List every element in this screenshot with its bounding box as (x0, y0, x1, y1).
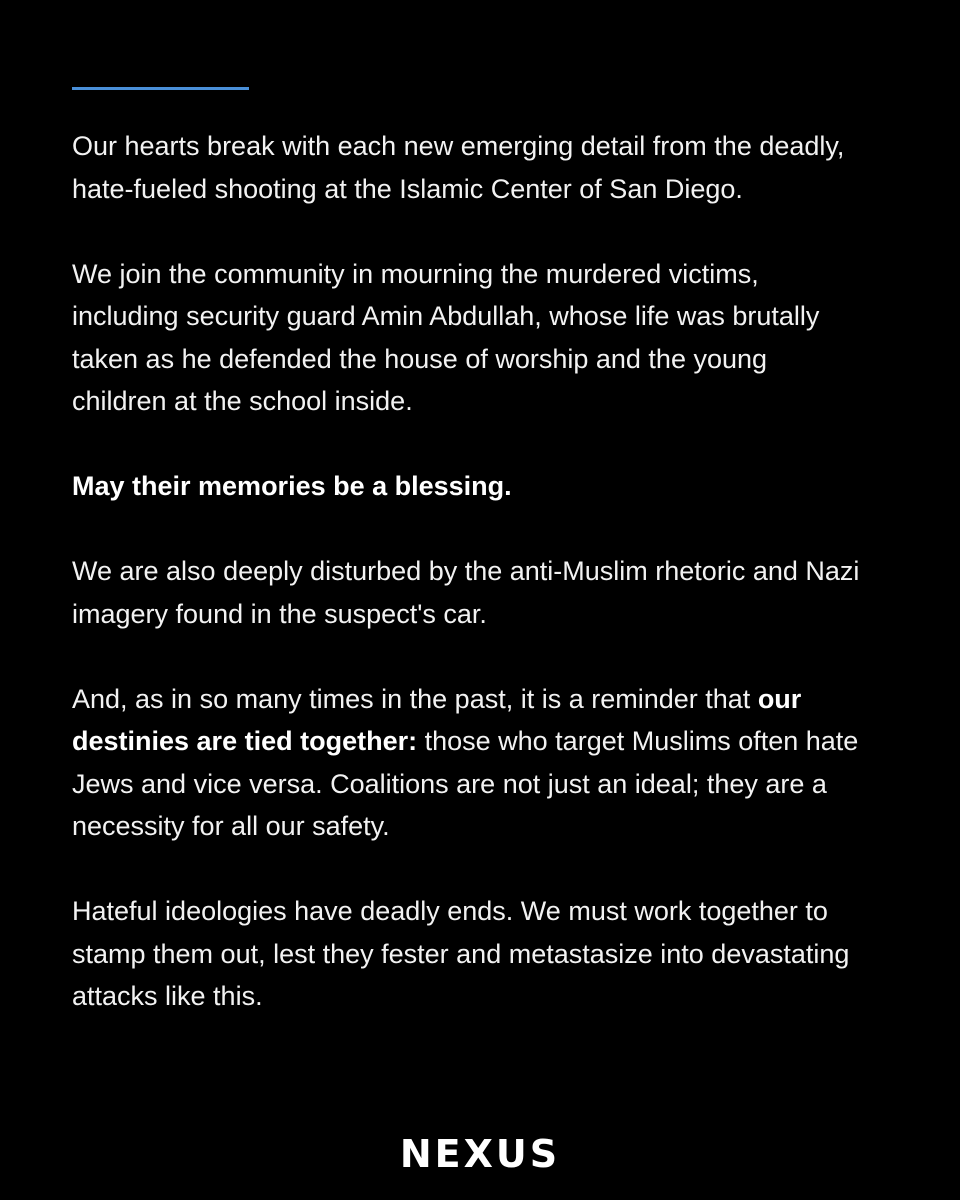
reminder-intro-text: And, as in so many times in the past, it is a reminder that (72, 683, 758, 714)
logo-wordmark: NEXUS (399, 1132, 561, 1176)
paragraph-condolence: Our hearts break with each new emerging detail from the deadly, hate-fueled shooting at the Islamic Center of San Diego. (72, 131, 845, 204)
paragraph-call-to-action: Hateful ideologies have deadly ends. We must work together to stamp them out, lest they fester and metastasize into devastating attacks like this. (72, 896, 850, 1011)
reminder-rest-text: those who target Muslims often hate Jews and vice versa. Coalitions are not just an ideal; they are a necessity for all our safety. (72, 726, 859, 841)
nexus-logo (0, 1132, 960, 1176)
statement-body (72, 125, 862, 1060)
accent-divider (72, 87, 249, 90)
reminder-bold-text: our destinies are tied together: (72, 683, 802, 756)
paragraph-reminder (72, 678, 862, 848)
paragraph-disturbed: We are also deeply disturbed by the anti-Muslim rhetoric and Nazi imagery found in the suspect's car. (72, 556, 860, 629)
paragraph-blessing: May their memories be a blessing. (72, 471, 512, 501)
paragraph-mourning: We join the community in mourning the murdered victims, including security guard Amin Abdullah, whose life was brutally taken as he defended the house of worship and the young children at the school inside. (72, 258, 820, 416)
